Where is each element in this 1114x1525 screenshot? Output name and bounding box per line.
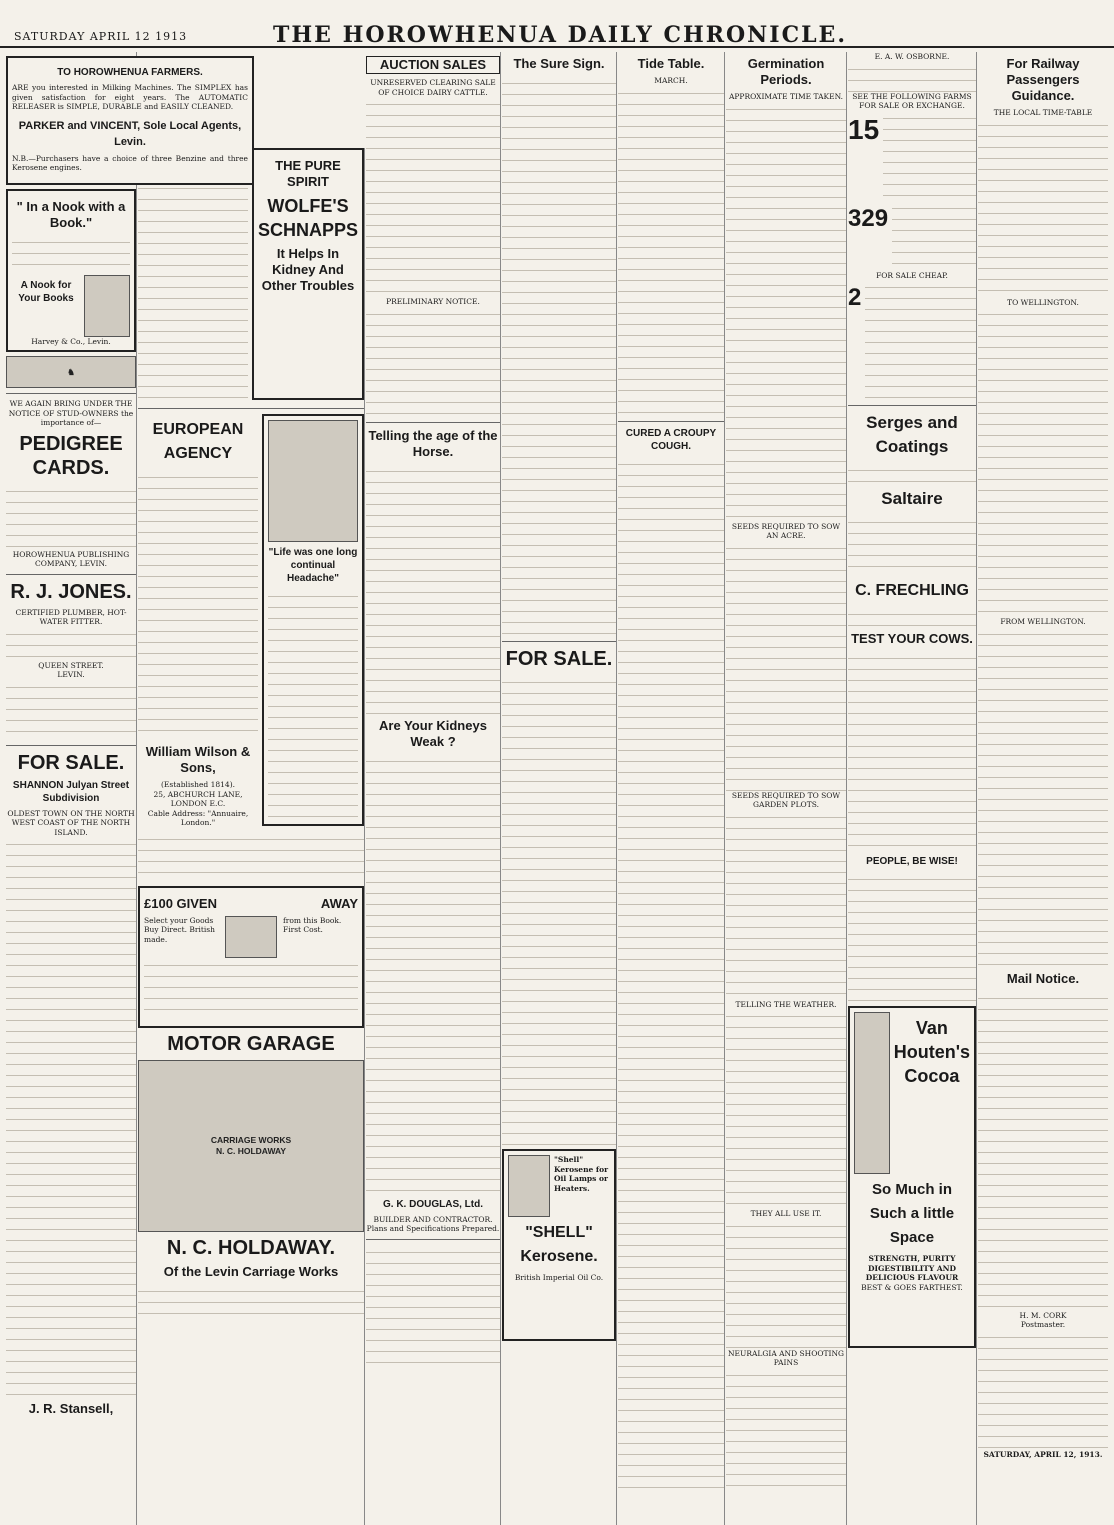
carriage-works-illustration (138, 1060, 364, 1232)
carriage-works-owner: N. C. HOLDAWAY (215, 1145, 287, 1156)
van-houten-slogan: So Much in Such a little Space (869, 1181, 955, 1246)
mail-notice-text (978, 991, 1108, 1311)
book-ad (6, 189, 136, 353)
weather-text (726, 1009, 846, 1209)
book-ad-sign: Harvey & Co., Levin. (31, 336, 111, 346)
neuralgia-title: NEURALGIA AND SHOOTING PAINS (727, 1348, 845, 1367)
jones-name: R. J. JONES. (10, 580, 132, 603)
pedigree-title: PEDIGREE CARDS. (19, 432, 123, 479)
test-cows-text (848, 651, 976, 851)
col4-forsale-text (502, 675, 616, 1145)
stud-lead: WE AGAIN BRING UNDER THE NOTICE OF STUD-OWNERS the importance of— (8, 399, 134, 427)
headache-quote: "Life was one long continual Headache" (268, 547, 358, 584)
tide-table (618, 86, 724, 416)
farmers-ad (6, 56, 254, 185)
serges-text (848, 463, 976, 483)
osborne-text (848, 62, 976, 92)
test-cows-title: TEST YOUR COWS. (851, 631, 973, 646)
given-select: Select your Goods Buy Direct. British made. (144, 915, 215, 944)
sale-2: 2 (848, 284, 862, 311)
schnapps-line1: THE PURE SPIRIT (275, 158, 341, 189)
van-houten-sub: STRENGTH, PURITY DIGESTIBILITY AND DELICIOUS FLAVOUR (865, 1254, 959, 1282)
auction-title: AUCTION SALES (366, 56, 500, 74)
acres-329-text (892, 201, 976, 271)
garden-plots-text (726, 810, 846, 1000)
kidneys-title: Are Your Kidneys Weak ? (379, 717, 487, 749)
woman-illustration (268, 420, 358, 542)
neglected-colds-text (138, 832, 364, 882)
jones-town: LEVIN. (57, 670, 85, 679)
weather-title: TELLING THE WEATHER. (735, 999, 837, 1009)
see-farms: SEE THE FOLLOWING FARMS FOR SALE OR EXCHANGE. (852, 91, 972, 110)
sure-sign-text (502, 76, 616, 636)
newspaper-title: THE HOROWHENUA DAILY CHRONICLE. (272, 22, 847, 48)
stansell-sign: J. R. Stansell, (28, 1401, 114, 1416)
serges-title: Serges and Coatings (866, 413, 958, 456)
germination-text (726, 102, 846, 522)
schnapps-claim: It Helps In Kidney And Other Troubles (261, 246, 355, 293)
pedigree-sign: HOROWHENUA PUBLISHING COMPANY, LEVIN. (12, 549, 130, 568)
printing-text (978, 1330, 1108, 1450)
cocoa-tin-illustration (854, 1012, 890, 1174)
local-timetable: THE LOCAL TIME-TABLE (993, 108, 1093, 117)
frechling-name: C. FRECHLING (855, 582, 969, 599)
douglas-builder: BUILDER AND CONTRACTOR. (373, 1214, 493, 1224)
pedigree-text (6, 484, 136, 550)
column-3 (366, 52, 501, 1525)
tide-table-title: Tide Table. (637, 56, 705, 71)
van-houten-tag: BEST & GOES FARTHEST. (861, 1282, 963, 1292)
be-wise-text (848, 872, 976, 1002)
catalogue-illustration (225, 916, 277, 958)
forsale-sub: SHANNON Julyan Street Subdivision (12, 779, 130, 804)
wilson-est: (Established 1814). (160, 780, 236, 789)
mail-notice-title: Mail Notice. (1006, 970, 1080, 986)
column-8 (978, 52, 1108, 1525)
builder-more-text (366, 1245, 500, 1365)
horse-icon: ♞ (6, 356, 136, 388)
column-6 (726, 52, 847, 1525)
osborne-title: E. A. W. OSBORNE. (874, 52, 950, 61)
schnapps-brand: WOLFE'S SCHNAPPS (257, 196, 359, 240)
germination-approx: APPROXIMATE TIME TAKEN. (728, 92, 844, 101)
column-7 (848, 52, 977, 1525)
headache-text (268, 589, 358, 819)
be-wise-title: PEOPLE, BE WISE! (866, 856, 958, 867)
masthead (0, 0, 1114, 48)
schnapps-ad (252, 148, 364, 400)
tide-month: MARCH. (654, 76, 688, 85)
bookcase-illustration (84, 275, 130, 337)
farms-15-text (883, 111, 976, 201)
farmers-ad-heading: TO HOROWHENUA FARMERS. (57, 67, 203, 78)
douglas-name: G. K. DOUGLAS, Ltd. (383, 1198, 483, 1210)
wilson-name: William Wilson & Sons, (145, 744, 251, 775)
col4-forsale-title: FOR SALE. (505, 648, 613, 670)
wilson-cable: Cable Address: "Annuaire, London." (147, 808, 249, 827)
clearing-text (366, 97, 500, 297)
shell-brand: "SHELL" Kerosene. (520, 1224, 598, 1265)
given-book: from this Book. First Cost. (283, 915, 342, 934)
given-text (144, 958, 358, 1018)
neuralgia-text (726, 1368, 846, 1488)
given-away: AWAY (320, 895, 358, 911)
prelim-text (366, 307, 500, 417)
given-away-ad (138, 886, 364, 1028)
acres-329: 329 (848, 204, 889, 232)
farmers-ad-agents: PARKER and VINCENT, Sole Local Agents, Levin. (18, 119, 242, 148)
from-wellington: FROM WELLINGTON. (1000, 617, 1086, 626)
saltaire-text (848, 515, 976, 575)
lamp-illustration (508, 1155, 550, 1217)
column-4 (502, 52, 617, 1525)
forsale-text (6, 837, 136, 1397)
van-houten-brand: Van Houten's Cocoa (893, 1018, 970, 1086)
holdaway-text (138, 1284, 364, 1324)
telling-age-title: Telling the age of the Horse. (368, 427, 498, 459)
to-wellington: TO WELLINGTON. (1007, 297, 1079, 307)
holdaway-sub: Of the Levin Carriage Works (163, 1263, 339, 1279)
shell-kerosene-ad (502, 1149, 616, 1341)
footer-date: SATURDAY, APRIL 12, 1913. (983, 1449, 1103, 1459)
book-ad-continued (138, 148, 248, 403)
frechling-text (848, 607, 976, 627)
wilson-address: 25, ABCHURCH LANE, LONDON E.C. (153, 789, 243, 808)
motor-garage-title: MOTOR GARAGE (167, 1032, 335, 1055)
farmers-ad-note: N.B.—Purchasers have a choice of three Benzine and three Kerosene engines. (12, 153, 248, 172)
jones-address: QUEEN STREET. (38, 660, 104, 670)
holdaway-name: N. C. HOLDAWAY. (166, 1236, 336, 1259)
jones-text (6, 627, 136, 661)
seeds-acre-text (726, 541, 846, 791)
to-wellington-timetable (978, 307, 1108, 617)
telling-age-text (366, 464, 500, 714)
all-use-title: THEY ALL USE IT. (750, 1209, 822, 1218)
column-5 (618, 52, 725, 1525)
croupy-text (618, 457, 724, 1497)
croupy-title: CURED A CROUPY COUGH. (625, 427, 717, 452)
jones-trade: CERTIFIED PLUMBER, HOT-WATER FITTER. (15, 607, 127, 626)
forsale-title: FOR SALE. (17, 751, 125, 774)
sure-sign-title: The Sure Sign. (513, 56, 605, 71)
cork-name: H. M. CORK (1019, 1310, 1067, 1320)
shell-company: British Imperial Oil Co. (514, 1273, 604, 1282)
for-sale-cheap: FOR SALE CHEAP. (876, 270, 948, 280)
van-houten-ad (848, 1006, 976, 1348)
saltaire-title: Saltaire (881, 489, 943, 508)
clearing-sale: UNRESERVED CLEARING SALE OF CHOICE DAIRY CATTLE. (370, 78, 496, 97)
kidneys-text (366, 754, 500, 1194)
forsale-oldest: OLDEST TOWN ON THE NORTH WEST COAST OF THE NORTH ISLAND. (7, 808, 135, 837)
farms-15: 15 (848, 113, 880, 145)
prelim-notice: PRELIMINARY NOTICE. (386, 297, 480, 306)
column-2 (138, 148, 365, 1525)
jones-more-text (6, 680, 136, 740)
sale-2-text (865, 280, 976, 400)
issue-date: SATURDAY APRIL 12 1913 (14, 30, 188, 43)
book-ad-text (12, 235, 130, 275)
douglas-plans: Plans and Specifications Prepared. (366, 1224, 500, 1233)
shell-heading: "Shell" Kerosene for Oil Lamps or Heaters. (554, 1155, 609, 1193)
railway-text (978, 118, 1108, 298)
book-ad-headline: " In a Nook with a Book." (16, 198, 126, 230)
book-ad-sub: A Nook for Your Books (18, 279, 74, 304)
headache-ad (262, 414, 364, 826)
railway-title: For Railway Passengers Guidance. (1006, 56, 1080, 103)
germination-title: Germination Periods. (747, 56, 825, 87)
all-use-text (726, 1219, 846, 1349)
given-amount: £100 GIVEN (144, 895, 217, 911)
cork-title: Postmaster. (1020, 1320, 1066, 1329)
seeds-acre-title: SEEDS REQUIRED TO SOW AN ACRE. (731, 521, 841, 540)
european-agency-title: EUROPEAN AGENCY (152, 421, 244, 462)
european-agency-text (138, 470, 258, 740)
carriage-works-sign: CARRIAGE WORKS (210, 1134, 292, 1145)
farmers-ad-body: ARE you interested in Milking Machines. The SIMPLEX has given satisfaction for eight years. The AUTOMATIC RELEASER is SIMPLE, DURABLE and EASILY CLEANED. (12, 83, 248, 111)
from-wellington-timetable (978, 627, 1108, 967)
garden-plots-title: SEEDS REQUIRED TO SOW GARDEN PLOTS. (731, 790, 841, 809)
